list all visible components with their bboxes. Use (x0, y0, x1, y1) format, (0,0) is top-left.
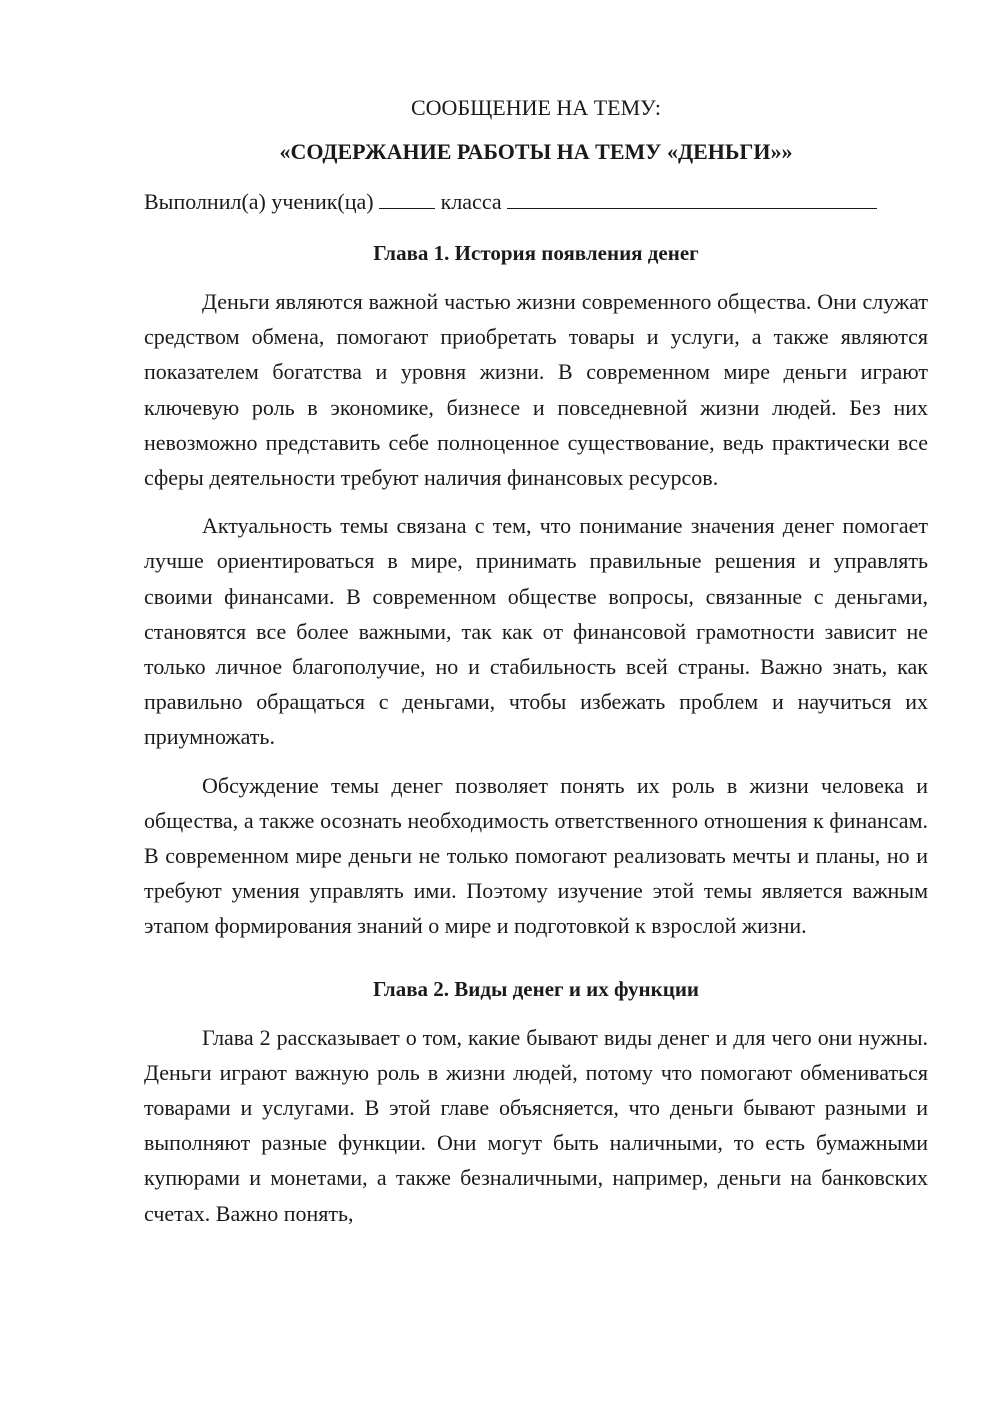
author-prefix: Выполнил(а) ученик(ца) (144, 189, 374, 214)
class-blank (379, 186, 435, 209)
chapter-2-heading: Глава 2. Виды денег и их функции (372, 976, 700, 1001)
name-blank (507, 186, 877, 209)
chapter-1-paragraph-2: Актуальность темы связана с тем, что понимание значения денег помогает лучше ориентироваться в мире, принимать правильные решения и управлять своими финансами. В современном обществе вопросы, связанные с деньгами, становятся все более важными, так как от финансовой грамотности зависит не только личное благополучие, но и стабильность всей страны. Важно знать, как правильно обращаться с деньгами, чтобы избежать проблем и научиться их приумножать. (144, 513, 928, 750)
document-title-line-2: «СОДЕРЖАНИЕ РАБОТЫ НА ТЕМУ «ДЕНЬГИ»» (279, 139, 793, 164)
document-title-line-1: СООБЩЕНИЕ НА ТЕМУ: (411, 95, 661, 120)
author-class-label: класса (440, 189, 502, 214)
chapter-2-paragraph-1: Глава 2 рассказывает о том, какие бывают виды денег и для чего они нужны. Деньги играют важную роль в жизни людей, потому что помогают обмениваться товарами и услугами. В этой главе объясняется, что деньги бывают разными и выполняют разные функции. Они могут быть наличными, то есть бумажными купюрами и монетами, а также безналичными, например, деньги на банковских счетах. Важно понять, (144, 1024, 928, 1226)
chapter-1-paragraph-3: Обсуждение темы денег позволяет понять их роль в жизни человека и общества, а также осознать необходимость ответственного отношения к финансам. В современном мире деньги не только помогают реализовать мечты и планы, но и требуют умения управлять ими. Поэтому изучение этой темы является важным этапом формирования знаний о мире и подготовкой к взрослой жизни. (144, 772, 928, 939)
chapter-1-paragraph-1: Деньги являются важной частью жизни современного общества. Они служат средством обмена, помогают приобретать товары и услуги, а также являются показателем богатства и уровня жизни. В современном мире деньги играют ключевую роль в экономике, бизнесе и повседневной жизни людей. Без них невозможно представить себе полноценное существование, ведь практически все сферы деятельности требуют наличия финансовых ресурсов. (144, 289, 928, 491)
author-line (144, 186, 928, 218)
chapter-1-heading: Глава 1. История появления денег (373, 241, 699, 265)
document-page (144, 92, 928, 1244)
